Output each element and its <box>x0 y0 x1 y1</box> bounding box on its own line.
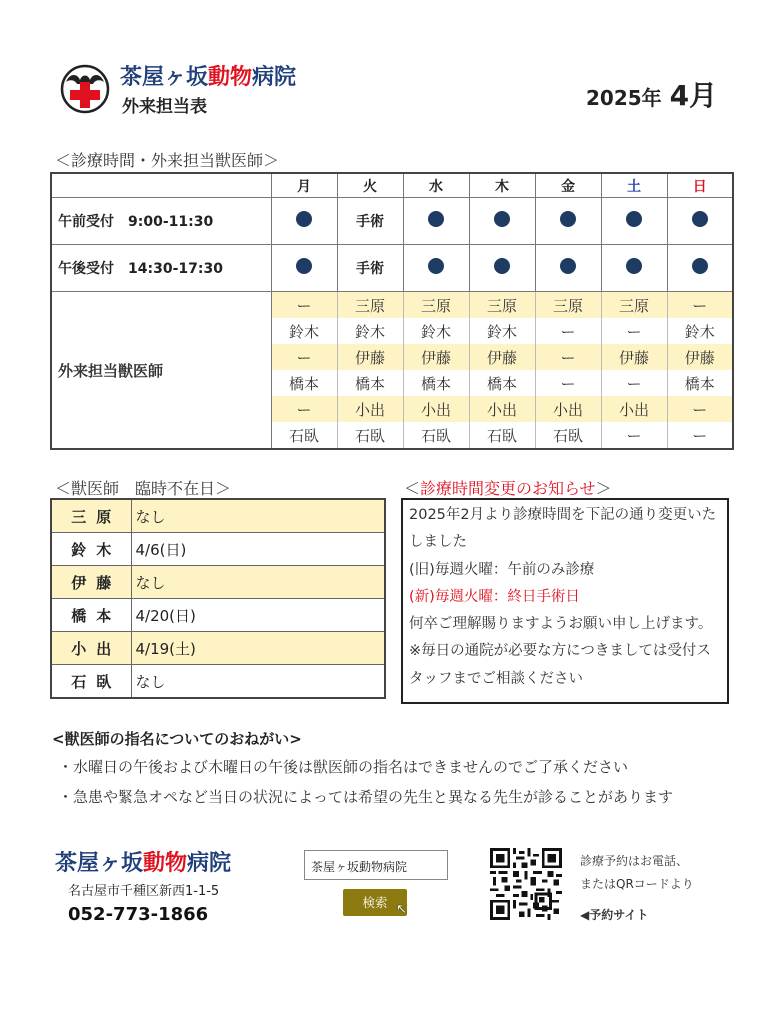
search-input[interactable]: 茶屋ヶ坂動物病院 <box>304 850 448 880</box>
qr-code-icon[interactable] <box>488 848 564 920</box>
notice-box <box>401 498 729 704</box>
vet-cell: ー <box>667 396 733 422</box>
vet-cell: 鈴木 <box>667 318 733 344</box>
vet-cell: 小出 <box>469 396 535 422</box>
absence-date: 4/20(日) <box>131 599 385 632</box>
open-dot-icon <box>494 211 510 227</box>
vet-cell: ー <box>667 292 733 319</box>
vet-cell: 石臥 <box>535 422 601 449</box>
absence-date: なし <box>131 499 385 533</box>
surgery-label: 手術 <box>337 245 403 292</box>
vet-cell: 伊藤 <box>469 344 535 370</box>
cursor-icon: ↖ <box>396 902 407 917</box>
vet-cell: 三原 <box>601 292 667 319</box>
vet-cell: 橋本 <box>337 370 403 396</box>
vet-cell: 石臥 <box>469 422 535 449</box>
vet-cell: 石臥 <box>337 422 403 449</box>
vet-row <box>51 292 733 319</box>
vet-cell: 鈴木 <box>469 318 535 344</box>
search-button[interactable]: 検索 <box>343 889 407 916</box>
reservation-site-link[interactable]: ◀予約サイト <box>580 908 649 922</box>
day-tue: 火 <box>337 173 403 198</box>
surgery-label: 手術 <box>337 198 403 245</box>
vet-cell: ー <box>601 370 667 396</box>
absence-date: なし <box>131 566 385 599</box>
footer-phone[interactable]: 052-773-1866 <box>68 904 209 925</box>
open-dot-icon <box>560 258 576 274</box>
vet-cell: 橋本 <box>667 370 733 396</box>
clinic-name: 茶屋ヶ坂動物病院 <box>120 65 297 90</box>
open-dot-icon <box>296 258 312 274</box>
footer-address: 名古屋市千種区新西1-1-5 <box>68 884 220 899</box>
day-mon: 月 <box>271 173 337 198</box>
absence-row <box>51 599 385 632</box>
vet-cell: ー <box>271 292 337 319</box>
schedule-header-row <box>51 173 733 198</box>
absence-row <box>51 533 385 566</box>
qr-text-line: 診療予約はお電話、 <box>580 854 689 868</box>
header-blank <box>51 173 271 198</box>
open-dot-icon <box>692 258 708 274</box>
notice-old: (旧)毎週火曜：午前のみ診療 <box>409 561 595 578</box>
absence-vet-name: 小出 <box>51 632 131 665</box>
vet-cell: 鈴木 <box>337 318 403 344</box>
vet-cell: 三原 <box>469 292 535 319</box>
absence-row <box>51 499 385 533</box>
year-month: 2025年 4月 <box>586 79 718 112</box>
notice-new: (新)毎週火曜：終日手術日 <box>409 588 580 605</box>
vet-cell: ー <box>271 344 337 370</box>
absence-vet-name: 橋本 <box>51 599 131 632</box>
afternoon-label: 午後受付 14:30-17:30 <box>51 245 271 292</box>
vet-cell: 小出 <box>601 396 667 422</box>
vet-cell: 石臥 <box>271 422 337 449</box>
day-fri: 金 <box>535 173 601 198</box>
open-dot-icon <box>626 258 642 274</box>
request-item: ・急患や緊急オペなど当日の状況によっては希望の先生と異なる先生が診ることがあります <box>58 788 674 806</box>
day-sun: 日 <box>667 173 733 198</box>
vet-cell: ー <box>535 318 601 344</box>
day-wed: 水 <box>403 173 469 198</box>
request-item: ・水曜日の午後および木曜日の午後は獣医師の指名はできませんのでご了承ください <box>58 758 629 776</box>
absence-date: 4/6(日) <box>131 533 385 566</box>
vet-cell: 三原 <box>337 292 403 319</box>
qr-description <box>580 850 694 896</box>
day-sat: 土 <box>601 173 667 198</box>
absence-table <box>50 498 386 699</box>
afternoon-row <box>51 245 733 292</box>
vet-cell: ー <box>535 370 601 396</box>
vet-cell: 鈴木 <box>403 318 469 344</box>
vet-cell: 小出 <box>403 396 469 422</box>
vet-cell: 橋本 <box>403 370 469 396</box>
absence-vet-name: 鈴木 <box>51 533 131 566</box>
schedule-section-title: ＜診療時間・外来担当獣医師＞ <box>55 151 280 170</box>
vet-cell: 伊藤 <box>403 344 469 370</box>
day-thu: 木 <box>469 173 535 198</box>
vet-cell: ー <box>601 318 667 344</box>
vet-cell: 小出 <box>337 396 403 422</box>
vet-cell: 小出 <box>535 396 601 422</box>
open-dot-icon <box>428 211 444 227</box>
vet-cell: ー <box>601 422 667 449</box>
schedule-table <box>50 172 734 450</box>
morning-row <box>51 198 733 245</box>
vet-cell: 伊藤 <box>337 344 403 370</box>
vets-label: 外来担当獣医師 <box>51 292 271 450</box>
qr-text-line: またはQRコードより <box>580 877 694 891</box>
absence-vet-name: 石臥 <box>51 665 131 699</box>
open-dot-icon <box>560 211 576 227</box>
page-subtitle: 外来担当表 <box>122 97 207 117</box>
vet-cell: 鈴木 <box>271 318 337 344</box>
absence-section-title: ＜獣医師 臨時不在日＞ <box>55 479 232 498</box>
open-dot-icon <box>626 211 642 227</box>
vet-cell: 橋本 <box>271 370 337 396</box>
open-dot-icon <box>428 258 444 274</box>
vet-cell: ー <box>271 396 337 422</box>
vet-cell: ー <box>535 344 601 370</box>
vet-cell: 伊藤 <box>667 344 733 370</box>
vet-cell: 石臥 <box>403 422 469 449</box>
vet-cell: 三原 <box>403 292 469 319</box>
vet-cell: 三原 <box>535 292 601 319</box>
absence-vet-name: 三原 <box>51 499 131 533</box>
footer-clinic-name: 茶屋ヶ坂動物病院 <box>55 851 232 876</box>
absence-date: なし <box>131 665 385 699</box>
notice-closing: 何卒ご理解賜りますようお願い申し上げます。※毎日の通院が必要な方につきましては受付スタッフまでご相談ください <box>409 616 713 687</box>
absence-row <box>51 665 385 699</box>
notice-intro: 2025年2月より診療時間を下記の通り変更いたしました <box>409 507 717 551</box>
vet-cell: 橋本 <box>469 370 535 396</box>
vet-cell: 伊藤 <box>601 344 667 370</box>
absence-row <box>51 566 385 599</box>
vet-cell: ー <box>667 422 733 449</box>
absence-row <box>51 632 385 665</box>
morning-label: 午前受付 9:00-11:30 <box>51 198 271 245</box>
absence-vet-name: 伊藤 <box>51 566 131 599</box>
request-title: <獣医師の指名についてのおねがい> <box>52 730 302 748</box>
clinic-logo-icon <box>60 64 110 114</box>
open-dot-icon <box>692 211 708 227</box>
notice-title: ＜診療時間変更のお知らせ＞ <box>404 479 612 498</box>
open-dot-icon <box>296 211 312 227</box>
absence-date: 4/19(土) <box>131 632 385 665</box>
open-dot-icon <box>494 258 510 274</box>
